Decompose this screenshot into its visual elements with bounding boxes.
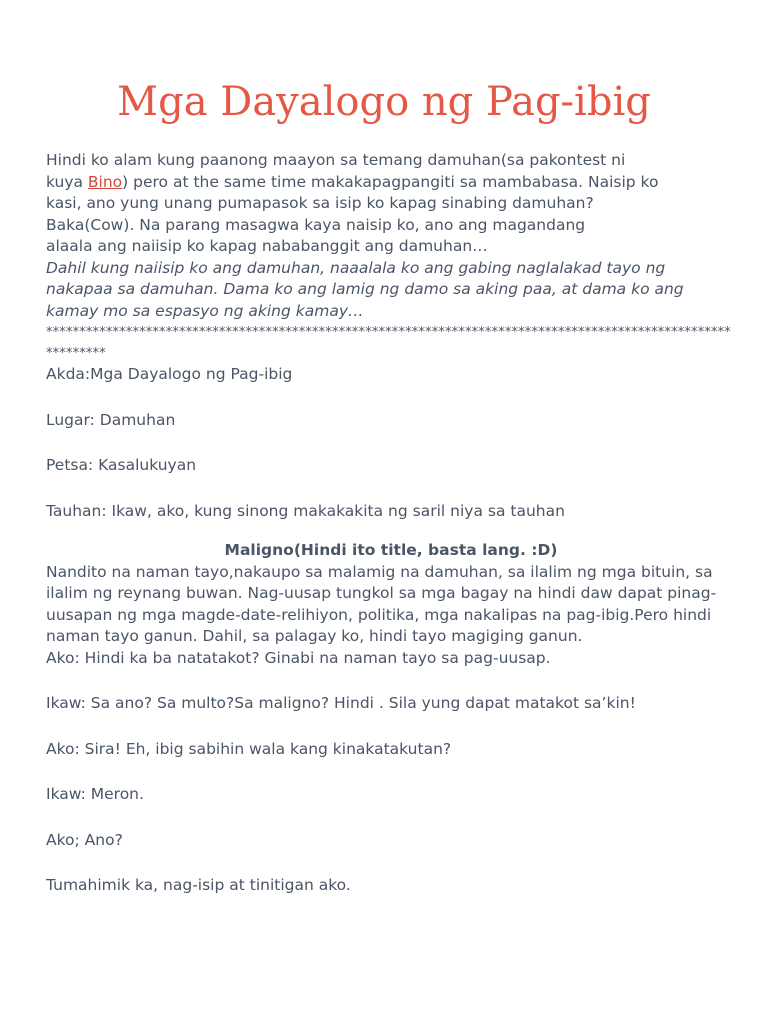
intro-post-link: ) pero at the same time makakapagpangiti sa mambabasa. Naisip ko [122, 172, 659, 191]
dialogue-line: Ako; Ano? [46, 830, 123, 849]
intro-paragraph [46, 150, 736, 258]
intro-line-1: Hindi ko alam kung paanong maayon sa temang damuhan(sa pakontest ni [46, 151, 626, 169]
intro-line-4: Baka(Cow). Na parang masagwa kaya naisip ko, ano ang magandang [46, 215, 586, 234]
detail-petsa: Petsa: Kasalukuyan [46, 456, 197, 474]
intro-line-3: kasi, ano yung unang pumapasok sa isip ko kapag sinabing damuhan? [46, 194, 594, 212]
dialogue-line: Tumahimik ka, nag-isip at tinitigan ako. [46, 876, 351, 894]
dialogue-line: Ikaw: Sa ano? Sa multo?Sa maligno? Hindi . Sila yung dapat matakot sa’kin! [46, 694, 636, 712]
dialogue-line: Ikaw: Meron. [46, 785, 144, 803]
dialogue-line: Ako: Sira! Eh, ibig sabihin wala kang kinakatakutan? [46, 739, 452, 758]
detail-lugar: Lugar: Damuhan [46, 410, 176, 429]
dialogue-line: Ako: Hindi ka ba natatakot? Ginabi na naman tayo sa pag-uusap. [46, 648, 551, 667]
intro-line-5: alaala ang naiisip ko kapag nababanggit ang damuhan… [46, 237, 488, 255]
document-body [46, 150, 736, 897]
detail-tauhan: Tauhan: Ikaw, ako, kung sinong makakakita ng saril niya sa tauhan [46, 501, 565, 520]
section-paragraph: Nandito na naman tayo,nakaupo sa malamig na damuhan, sa ilalim ng mga bituin, sa ilalim ng reynang buwan. Nag-uusap tungkol sa mga bagay na hindi daw dapat pinag-uusapan ng mga magde-date-relihiyon, politika, mga nakalipas na pag-ibig.Pero hindi naman tayo ganun. Dahil, sa palagay ko, hindi tayo magiging ganun. [46, 562, 717, 645]
italic-passage: Dahil kung naiisip ko ang damuhan, naaalala ko ang gabing naglalakad tayo ng nakapaa sa damuhan. Dama ko ang lamig ng damo sa aking paa, at dama ko ang kamay mo sa espasyo ng aking kamay… [46, 258, 684, 320]
page-title: Mga Dayalogo ng Pag-ibig [117, 79, 651, 125]
detail-akda: Akda:Mga Dayalogo ng Pag-ibig [46, 365, 293, 383]
intro-pre-link: kuya [46, 172, 88, 191]
section-heading: Maligno(Hindi ito title, basta lang. :D) [224, 541, 558, 559]
separator: **************************************************************************************************************** [46, 325, 731, 361]
bino-link[interactable]: Bino [87, 172, 123, 191]
